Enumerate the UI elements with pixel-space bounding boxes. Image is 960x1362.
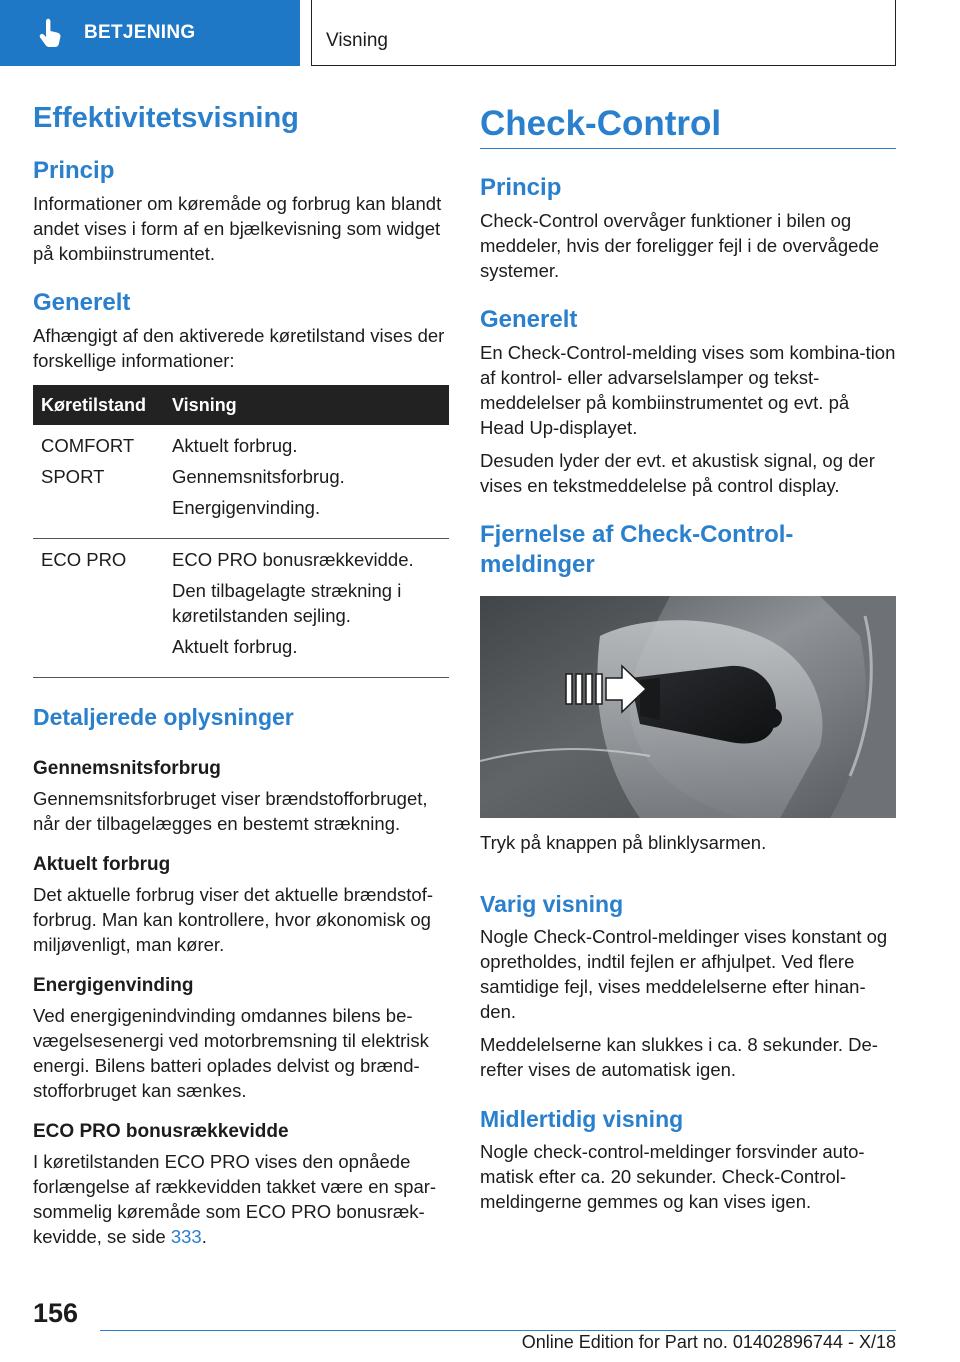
detail-text: Det aktuelle forbrug viser det aktuelle brændstof-forbrug. Man kan kontrollere, hvor økonomisk og miljøvenligt, man kører. xyxy=(33,884,434,955)
detail-title: Aktuelt forbrug xyxy=(33,854,171,875)
heading-general: Generelt xyxy=(33,289,131,316)
section-title-efficiency: Effektivitetsvisning xyxy=(33,102,299,134)
display-cell: Aktuelt forbrug. xyxy=(172,636,298,657)
detail-text: Gennemsnitsforbruget viser brændstofforbruget, når der tilbagelægges en bestemt strækning. xyxy=(33,788,428,834)
page-reference-link[interactable]: 333 xyxy=(170,1226,202,1247)
general-text: Desuden lyder der evt. et akustisk signal, og der vises en tekstmeddelelse på control display. xyxy=(480,450,875,496)
display-cell: Energigenvinding. xyxy=(172,497,321,518)
display-cell: Aktuelt forbrug. xyxy=(172,435,298,456)
table-header-display: Visning xyxy=(164,385,449,425)
mode-cell: COMFORT xyxy=(41,435,135,456)
detail-title: ECO PRO bonusrækkevidde xyxy=(33,1121,289,1142)
drive-mode-table xyxy=(33,385,449,678)
footer-divider xyxy=(100,1330,896,1331)
display-cell: ECO PRO bonusrækkevidde. xyxy=(172,549,414,570)
detail-title: Energigenvinding xyxy=(33,975,194,996)
image-caption: Tryk på knappen på blinklysarmen. xyxy=(480,832,767,853)
section-tab[interactable] xyxy=(0,0,300,66)
display-cell: Gennemsnitsforbrug. xyxy=(172,466,345,487)
principle-text: Check-Control overvåger funktioner i bilen og meddeler, hvis der foreligger fejl i de overvågede systemer. xyxy=(480,210,880,281)
heading-details: Detaljerede oplysninger xyxy=(33,704,294,730)
heading-removal: Fjernelse af Check-Control- meldinger xyxy=(480,521,794,578)
general-text: Afhængigt af den aktiverede køretilstand vises der forskellige informationer: xyxy=(33,325,445,371)
display-cell: Den tilbagelagte strækning i køretilstanden sejling. xyxy=(172,580,402,626)
table-row xyxy=(33,539,449,678)
general-text: En Check-Control-melding vises som kombina-tion af kontrol- eller advarselslamper og tekst-meddelelser på kombiinstrumentet og evt. på Head Up-displayet. xyxy=(480,342,896,438)
principle-text: Informationer om køremåde og forbrug kan blandt andet vises i form af en bjælkevisning som widget på kombiinstrumentet. xyxy=(33,193,442,264)
mode-cell: ECO PRO xyxy=(41,549,127,570)
page-number: 156 xyxy=(33,1298,79,1328)
heading-principle: Princip xyxy=(480,174,562,201)
table-header-mode: Køretilstand xyxy=(33,385,164,425)
right-column xyxy=(480,100,896,1214)
detail-title: Gennemsnitsforbrug xyxy=(33,758,221,779)
permanent-text: Meddelelserne kan slukkes i ca. 8 sekunder. De-refter vises de automatisk igen. xyxy=(480,1034,878,1080)
heading-permanent-display: Varig visning xyxy=(480,891,624,917)
heading-principle: Princip xyxy=(33,157,115,184)
section-label: BETJENING xyxy=(84,22,196,43)
header-title-box xyxy=(311,0,896,66)
detail-text-with-link: I køretilstanden ECO PRO vises den opnåede forlængelse af rækkevidden takket være en spar-sommelig køremåde som ECO PRO bonusræk-kevidde, se side 333. xyxy=(33,1151,437,1247)
mode-cell: SPORT xyxy=(41,466,105,487)
temporary-text: Nogle check-control-meldinger forsvinder auto-matisk efter ca. 20 sekunder. Check-Control-meldingerne gemmes og kan vises igen. xyxy=(480,1141,865,1212)
permanent-text: Nogle Check-Control-meldinger vises konstant og opretholdes, indtil fejlen er afhjulpet. Ved flere samtidige fejl, vises meddelelserne efter hinan-den. xyxy=(480,926,888,1022)
page-title: Visning xyxy=(326,30,388,51)
hand-pointer-icon xyxy=(38,18,66,48)
edition-footer: Online Edition for Part no. 01402896744 - X/18 xyxy=(521,1332,896,1352)
table-row xyxy=(33,425,449,539)
turn-signal-lever-photo xyxy=(480,596,896,818)
heading-general: Generelt xyxy=(480,306,578,333)
heading-temporary-display: Midlertidig visning xyxy=(480,1106,684,1132)
section-title-check-control: Check-Control xyxy=(480,102,896,149)
detail-text: Ved energigenindvinding omdannes bilens be-vægelsesenergi ved motorbremsning til elektrisk energi. Bilens batteri oplades delvist og brænd-stofforbruget kan sænkes. xyxy=(33,1005,429,1101)
left-column xyxy=(33,100,449,1249)
